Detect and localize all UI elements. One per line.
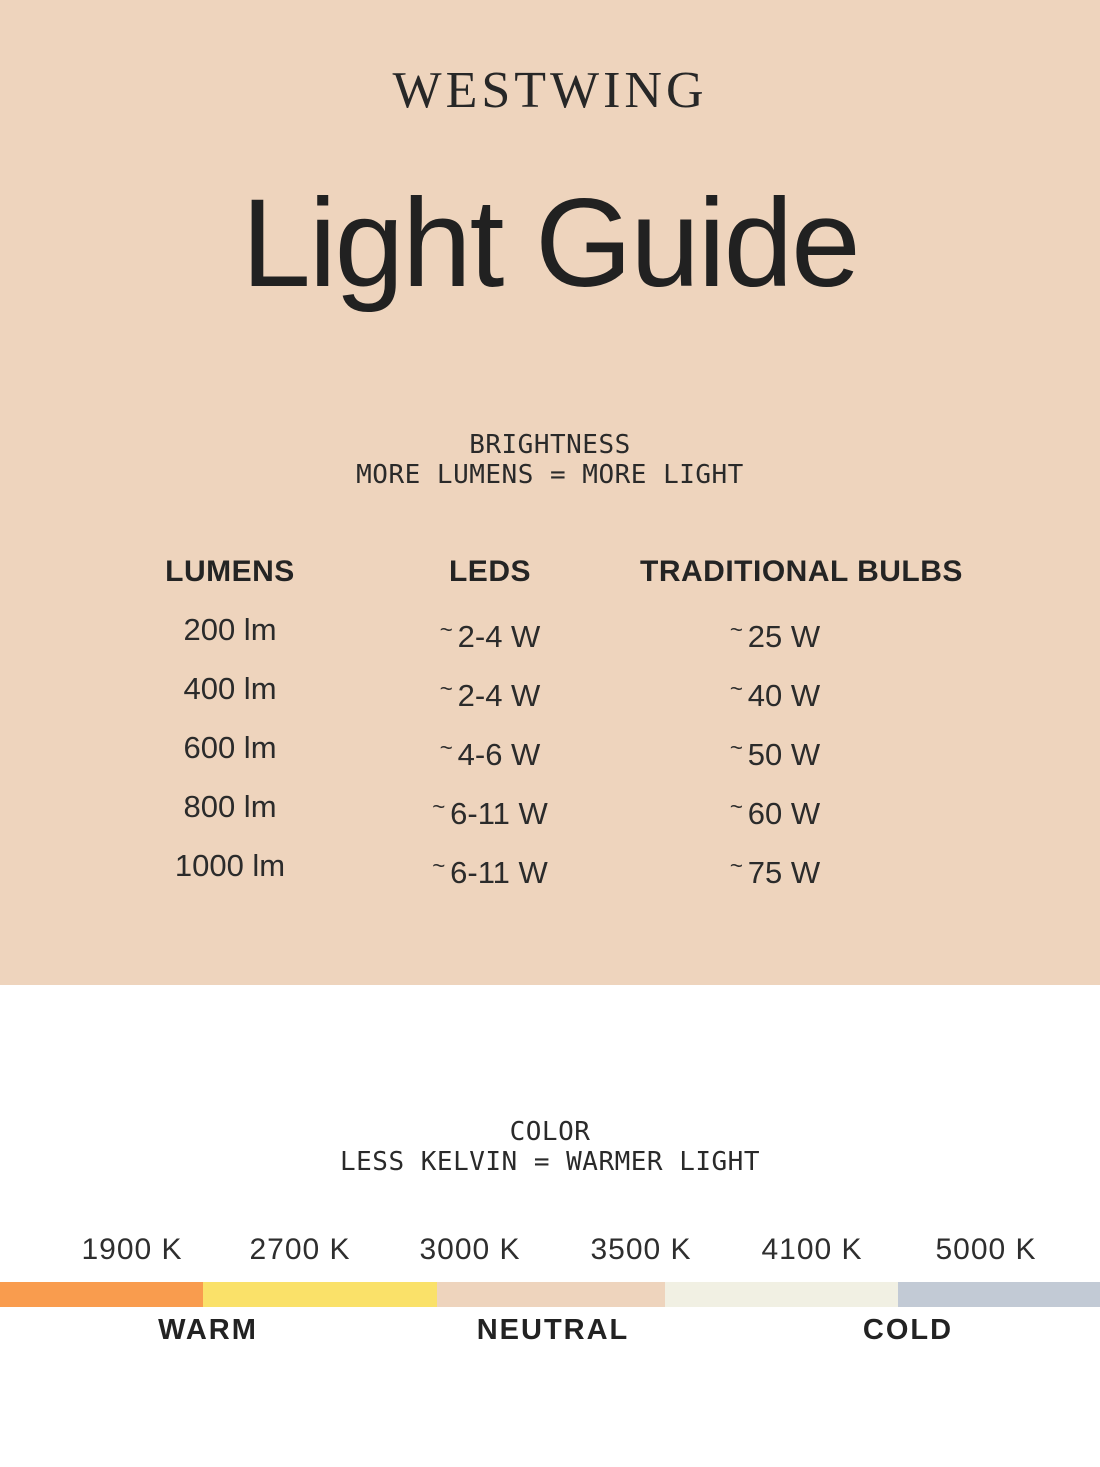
lumens-value: 200 lm <box>183 612 277 647</box>
approx-symbol: ~ <box>439 676 453 702</box>
leds-watt: 4-6 W <box>457 737 541 773</box>
table-row <box>120 663 910 722</box>
bulbs-value <box>640 781 910 840</box>
kelvin-label-3000: 3000 K <box>419 1233 521 1266</box>
color-heading-subtitle: LESS KELVIN = WARMER LIGHT <box>340 1147 760 1177</box>
table-row <box>120 840 910 899</box>
kelvin-label-5000: 5000 K <box>935 1233 1037 1266</box>
scale-segment-orange <box>0 1282 203 1307</box>
approx-symbol: ~ <box>432 853 446 879</box>
leds-watt: 6-11 W <box>450 855 548 891</box>
bulbs-value <box>640 840 910 899</box>
approx-symbol: ~ <box>729 735 743 761</box>
approx-symbol: ~ <box>729 794 743 820</box>
scale-segment-cream <box>665 1282 898 1307</box>
scale-segment-yellow <box>203 1282 437 1307</box>
kelvin-scale-labels <box>0 1233 1100 1267</box>
lumens-value: 400 lm <box>183 671 277 707</box>
leds-watt: 6-11 W <box>450 796 548 832</box>
bulbs-watt: 50 W <box>747 737 821 773</box>
temperature-label-neutral: NEUTRAL <box>476 1314 630 1346</box>
approx-symbol: ~ <box>439 735 453 761</box>
table-row <box>120 781 910 840</box>
column-header-traditional-bulbs: TRADITIONAL BULBS <box>640 555 963 588</box>
kelvin-label-3500: 3500 K <box>590 1233 692 1266</box>
table-header-row <box>120 554 963 590</box>
bulbs-watt: 75 W <box>747 855 821 891</box>
column-header-lumens: LUMENS <box>165 555 295 588</box>
color-heading <box>0 985 1100 1177</box>
brightness-heading <box>0 430 1100 490</box>
lumens-table <box>120 554 963 899</box>
color-panel <box>0 985 1100 1467</box>
bulbs-watt: 40 W <box>747 678 821 714</box>
brightness-heading-subtitle: MORE LUMENS = MORE LIGHT <box>356 460 744 490</box>
approx-symbol: ~ <box>729 853 743 879</box>
bulbs-value <box>640 663 910 722</box>
bulbs-value <box>640 604 910 663</box>
leds-watt: 2-4 W <box>457 678 541 714</box>
leds-value <box>340 663 640 722</box>
scale-segment-beige <box>437 1282 665 1307</box>
brightness-heading-title: BRIGHTNESS <box>469 430 631 460</box>
leds-value <box>340 840 640 899</box>
lumens-value: 1000 lm <box>174 848 286 884</box>
column-header-leds: LEDS <box>448 555 531 588</box>
table-row <box>120 604 910 663</box>
bulbs-watt: 25 W <box>747 619 821 655</box>
lumens-value: 600 lm <box>183 730 277 766</box>
leds-value <box>340 604 640 663</box>
leds-watt: 2-4 W <box>457 619 541 655</box>
kelvin-label-1900: 1900 K <box>81 1233 183 1266</box>
lumens-value: 800 lm <box>183 789 277 825</box>
table-body <box>120 604 910 899</box>
brand-logo: WESTWING <box>392 62 708 119</box>
approx-symbol: ~ <box>432 794 446 820</box>
color-heading-title: COLOR <box>509 1117 591 1147</box>
kelvin-label-4100: 4100 K <box>761 1233 863 1266</box>
kelvin-label-2700: 2700 K <box>249 1233 351 1266</box>
scale-segment-blue-gray <box>898 1282 1100 1307</box>
approx-symbol: ~ <box>439 617 453 642</box>
page-title: Light Guide <box>241 174 859 313</box>
bulbs-value <box>640 722 910 781</box>
temperature-label-warm: WARM <box>158 1314 258 1346</box>
color-temperature-scale <box>0 1282 1100 1307</box>
table-row <box>120 722 910 781</box>
bulbs-watt: 60 W <box>747 796 821 832</box>
temperature-labels <box>0 1313 1100 1347</box>
approx-symbol: ~ <box>729 617 743 642</box>
leds-value <box>340 722 640 781</box>
leds-value <box>340 781 640 840</box>
approx-symbol: ~ <box>729 676 743 702</box>
temperature-label-cold: COLD <box>862 1314 954 1346</box>
